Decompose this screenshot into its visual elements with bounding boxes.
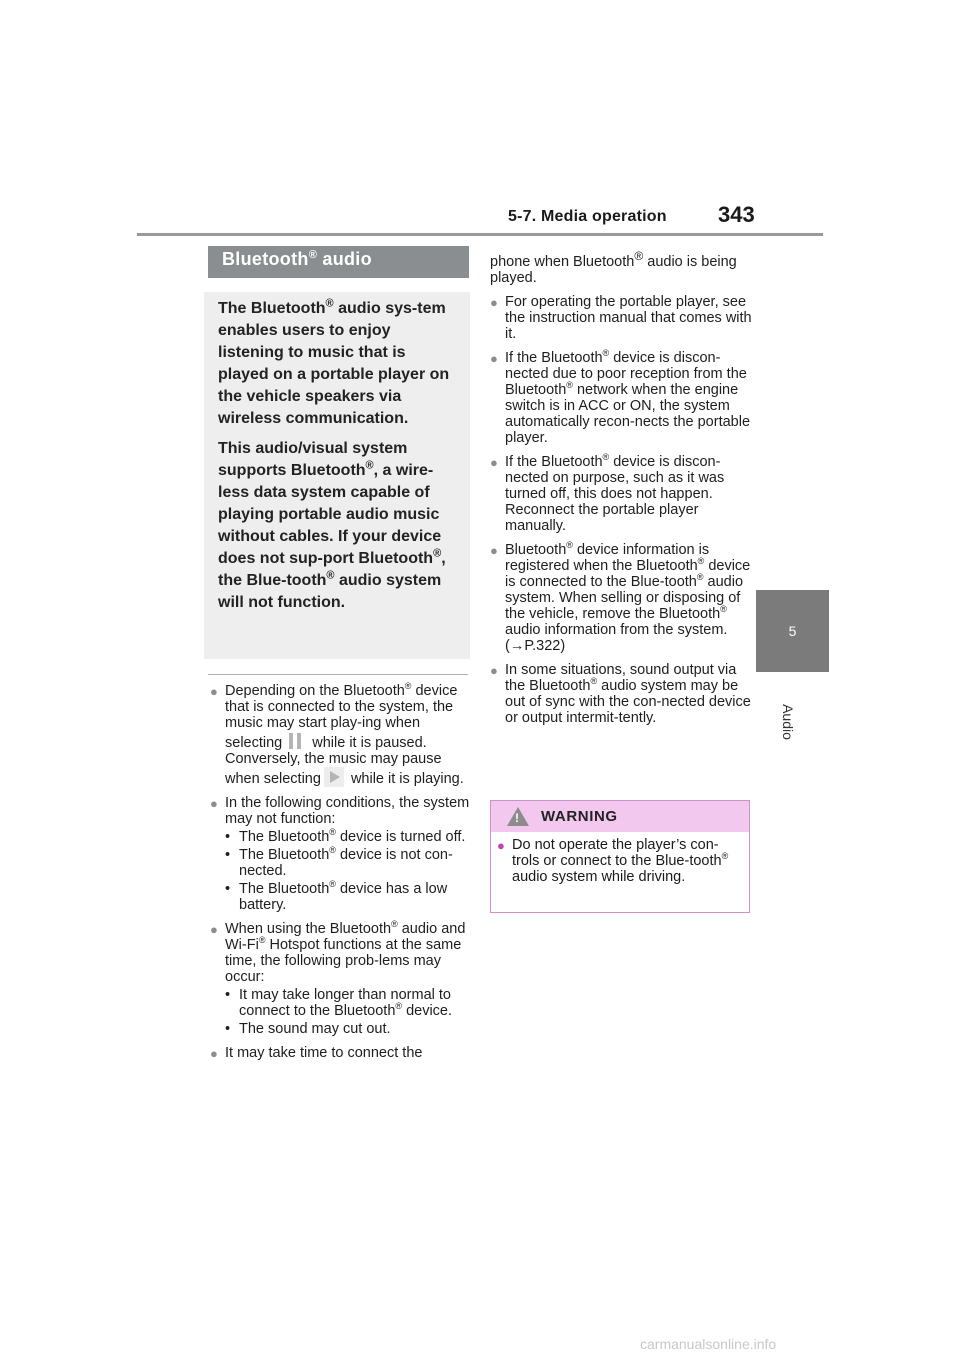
chapter-tab[interactable]: [756, 590, 829, 672]
section-heading: 5-7. Media operation: [508, 208, 667, 225]
bullet-dot: ●: [210, 1046, 218, 1061]
play-icon: [324, 767, 344, 787]
sub-item: • The sound may cut out.: [225, 1021, 391, 1037]
list-item: ● When using the Bluetooth® audio and Wi-Fi® Hotspot functions at the same time, the following prob-lems may occur: • It may take longer than normal to connect to the Bluetooth® device. • The sound may cut out.: [210, 921, 472, 1037]
sub-item: • It may take longer than normal to connect to the Bluetooth® device.: [225, 987, 453, 1019]
warning-header: [491, 801, 749, 832]
warning-item: ● Do not operate the player’s con-trols or connect to the Blue-tooth® audio system while driving.: [497, 837, 729, 885]
list-item: ● If the Bluetooth® device is discon-nected on purpose, such as it was turned off, this does not happen. Reconnect the portable player manually.: [490, 452, 725, 534]
page-number: 343: [718, 202, 755, 227]
warning-body: [491, 832, 749, 885]
list-item: ● If the Bluetooth® device is discon-nected due to poor reception from the Bluetooth® network when the engine switch is in ACC or ON, the system automatically recon-nects the portable player.: [490, 348, 751, 446]
intro-paragraph: The Bluetooth® audio sys-tem enables users to enjoy listening to music that is played on a portable player on the vehicle speakers via wireless communication.: [218, 297, 450, 427]
list-item: ● In the following conditions, the system may not function: • The Bluetooth® device is turned off. • The Bluetooth® device is not con-nected. • The Bluetooth® device has a low battery.: [210, 795, 472, 913]
bullet-dot: ●: [490, 294, 498, 310]
list-item: ● Depending on the Bluetooth® device that is connected to the system, the music may start play-ing when selecting while it is paused. Conversely, the music may pause when selecting while it is playing.: [210, 681, 464, 787]
intro-paragraph: This audio/visual system supports Bluetooth®, a wire-less data system capable of playing portable audio music without cables. If your device does not sup-port Bluetooth®, the Blue-tooth® audio system will not function.: [218, 440, 446, 611]
bullet-dot: ●: [490, 662, 498, 678]
list-item: ● It may take time to connect the: [210, 1045, 423, 1061]
warning-triangle-icon: [507, 807, 529, 826]
page-reference-link[interactable]: audio information from the system. (→P.322): [505, 621, 728, 654]
sub-item: • The Bluetooth® device is not con-nected.: [225, 845, 453, 879]
list-item: ● For operating the portable player, see the instruction manual that comes with it.: [490, 293, 752, 342]
list-item: ● Bluetooth® device information is registered when the Bluetooth® device is connected to the Blue-tooth® audio system. When selling or disposing of the vehicle, remove the Bluetooth® audio information from the system. (→P.322): [490, 540, 751, 654]
right-column: [490, 248, 752, 734]
bullet-dot: ●: [210, 796, 218, 811]
bullet-dot: ●: [497, 838, 505, 853]
warning-box: [490, 800, 750, 913]
chapter-number: 5: [788, 623, 797, 639]
bullet-dot: ●: [490, 350, 498, 366]
sub-item: • The Bluetooth® device has a low battery.: [225, 879, 448, 913]
bullet-dot: ●: [490, 542, 498, 558]
section-title: Bluetooth® audio: [208, 246, 469, 278]
bullet-dot: ●: [210, 684, 218, 699]
left-column: [210, 683, 472, 1069]
header-rule: [137, 233, 823, 236]
chapter-label: Audio: [780, 704, 796, 740]
pause-icon: [285, 731, 305, 751]
separator: [208, 674, 468, 675]
bullet-dot: ●: [210, 922, 218, 937]
warning-label: WARNING: [541, 808, 618, 825]
list-item: ● In some situations, sound output via the Bluetooth® audio system may be out of sync with the con-nected device or output intermit-tently.: [490, 661, 751, 726]
bullet-dot: ●: [490, 454, 498, 470]
sub-item: • The Bluetooth® device is turned off.: [225, 827, 466, 845]
intro-box: [204, 292, 470, 659]
continued-text: phone when Bluetooth® audio is being played.: [490, 249, 737, 286]
watermark: carmanualsonline.info: [640, 1336, 777, 1352]
